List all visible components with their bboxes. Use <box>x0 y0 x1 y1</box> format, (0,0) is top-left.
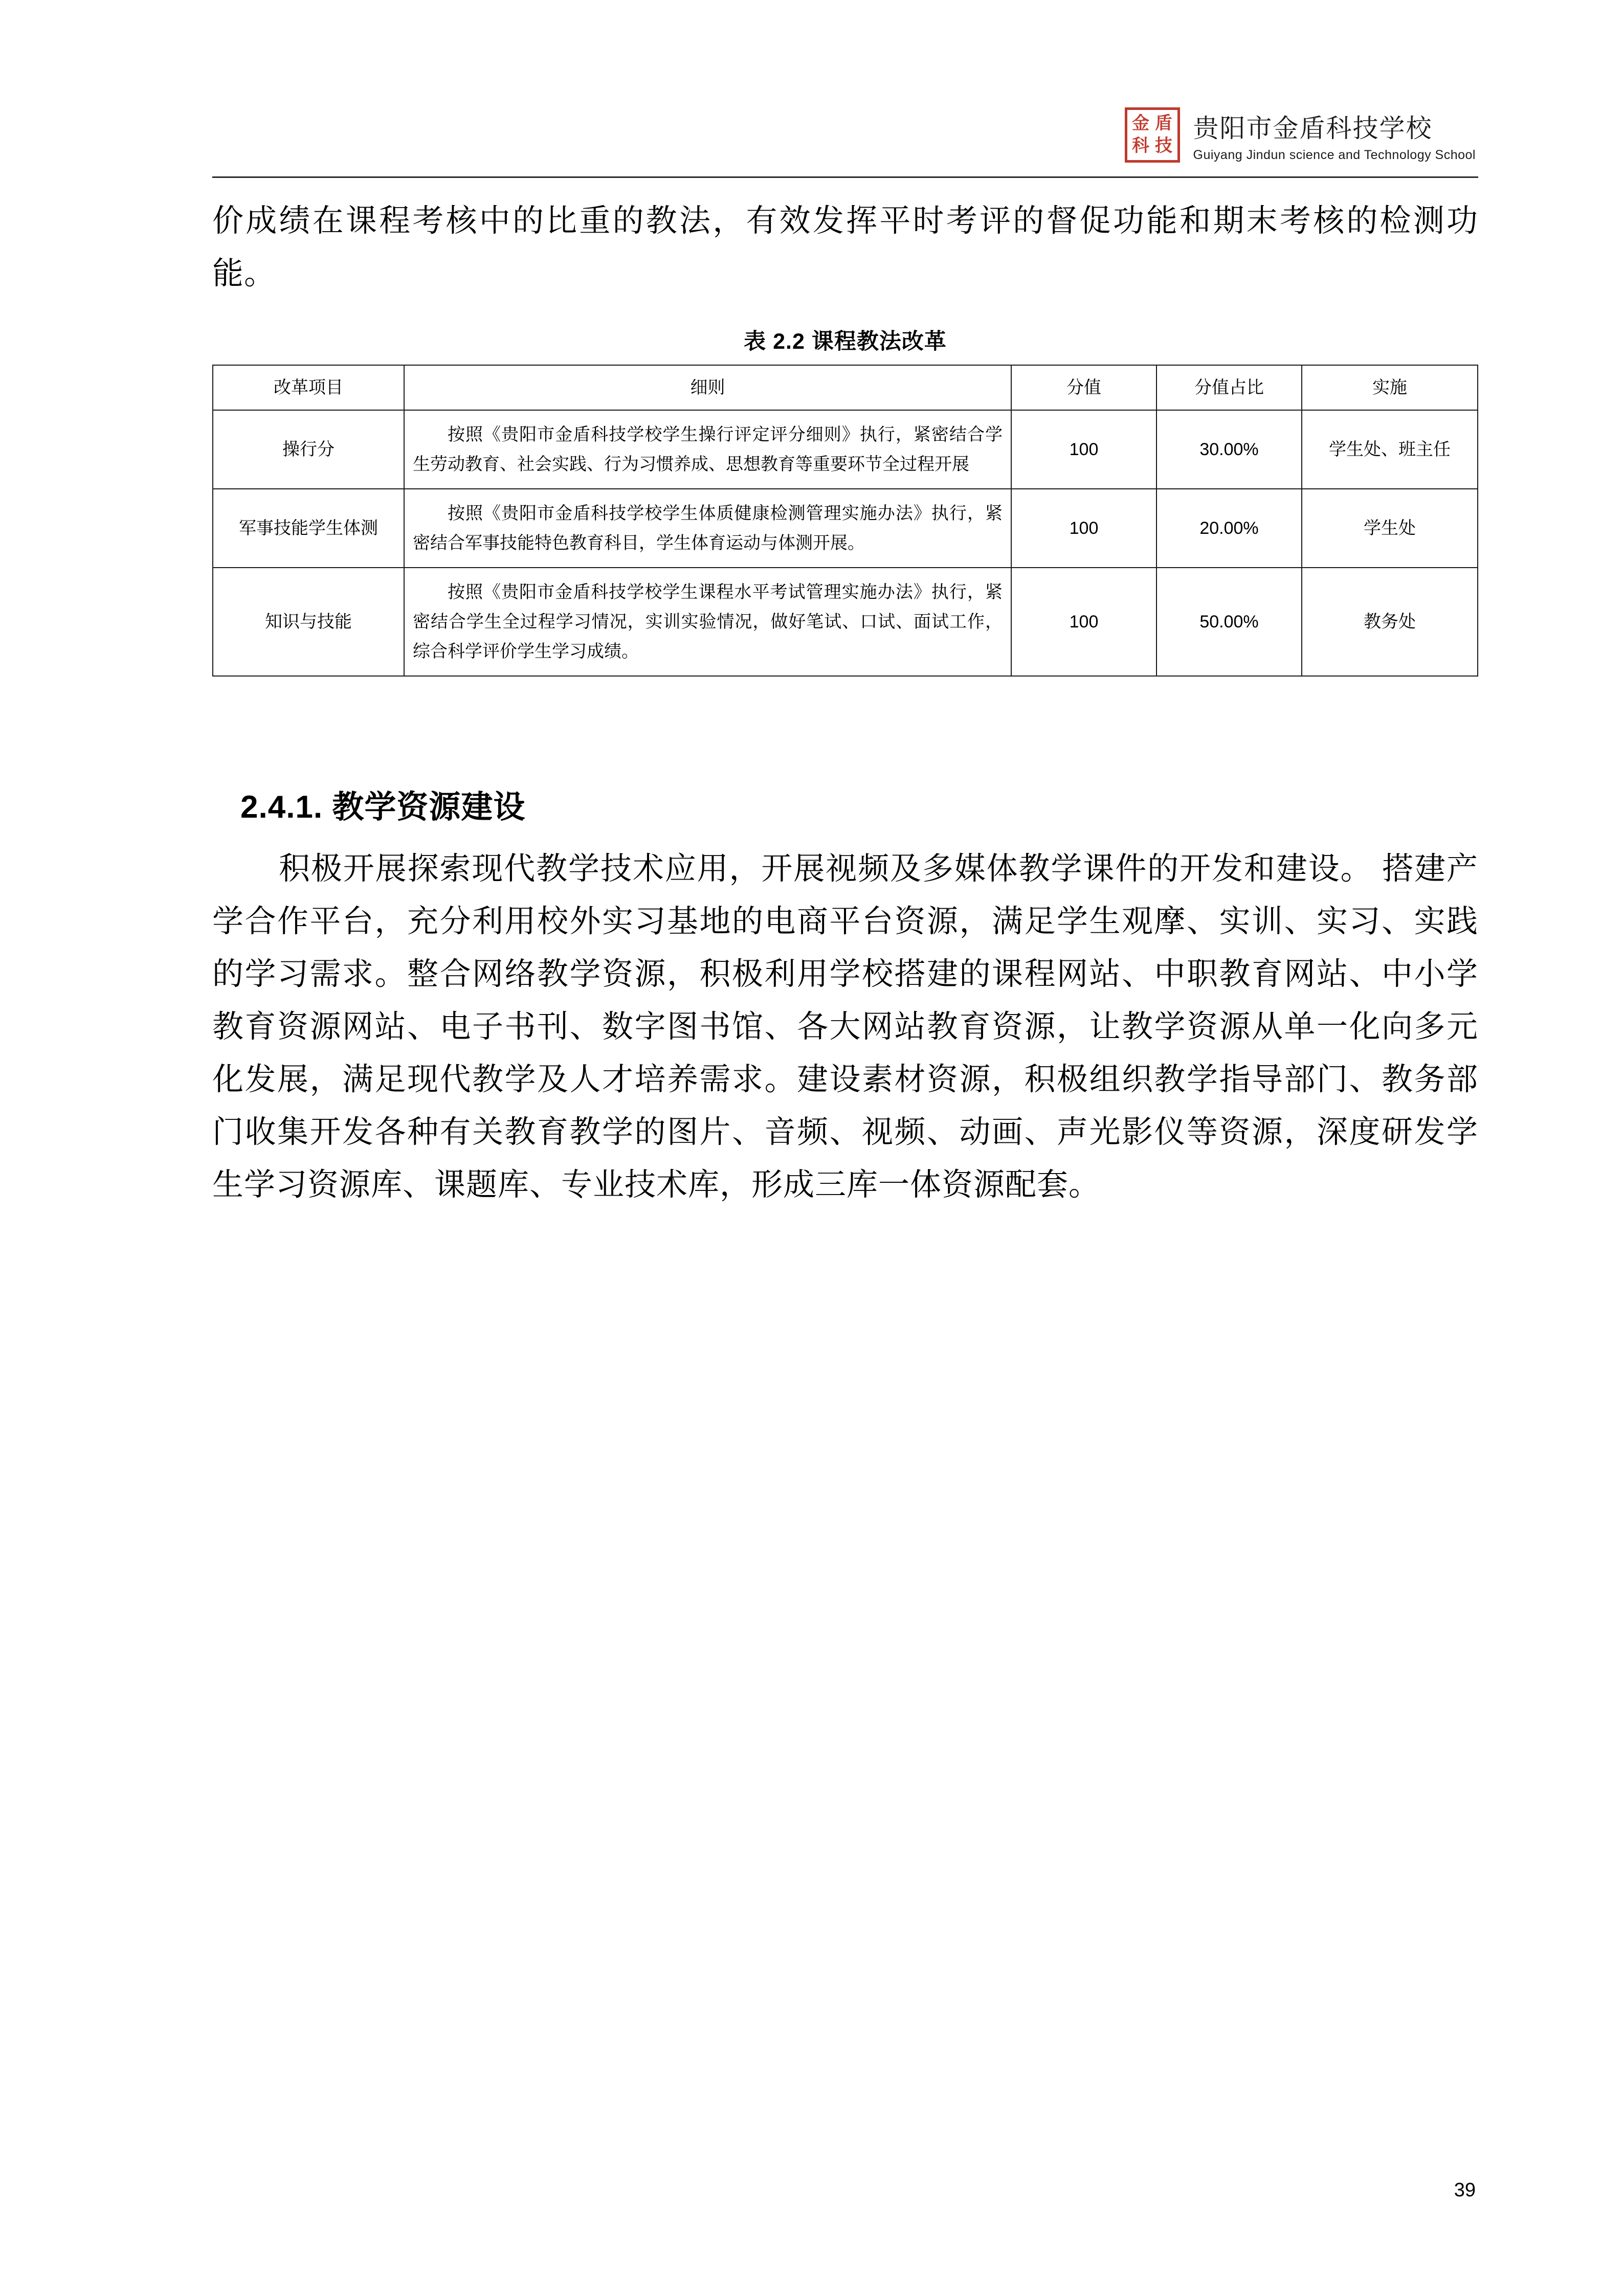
row-percent: 20.00% <box>1156 489 1302 568</box>
seal-char-3: 科 <box>1132 137 1150 155</box>
school-seal-icon <box>1125 107 1180 163</box>
row-detail: 按照《贵阳市金盾科技学校学生操行评定评分细则》执行，紧密结合学生劳动教育、社会实践、行为习惯养成、思想教育等重要环节全过程开展 <box>404 410 1011 489</box>
seal-char-2: 盾 <box>1155 114 1173 133</box>
table-row <box>213 410 1478 489</box>
table-header-row <box>213 365 1478 410</box>
table-row <box>213 489 1478 568</box>
row-score: 100 <box>1011 568 1156 676</box>
table-header-score: 分值 <box>1011 365 1156 410</box>
row-detail: 按照《贵阳市金盾科技学校学生体质健康检测管理实施办法》执行，紧密结合军事技能特色教育科目，学生体育运动与体测开展。 <box>404 489 1011 568</box>
row-exec: 学生处、班主任 <box>1302 410 1478 489</box>
table-header-detail: 细则 <box>404 365 1011 410</box>
course-reform-table <box>212 365 1478 677</box>
seal-char-1: 金 <box>1132 114 1150 133</box>
paragraph-resources: 积极开展探索现代教学技术应用，开展视频及多媒体教学课件的开发和建设。 搭建产学合作平台，充分利用校外实习基地的电商平台资源，满足学生观摩、实训、实习、实践的学习需求。整合网络教学资源，积极利用学校搭建的课程网站、中职教育网站、中小学教育资源网站、电子书刊、数字图书馆、各大网站教育资源，让教学资源从单一化向多元化发展，满足现代教学及人才培养需求。建设素材资源，积极组织教学指导部门、教务部门收集开发各种有关教育教学的图片、音频、视频、动画、声光影仪等资源，深度研发学生学习资源库、课题库、专业技术库，形成三库一体资源配套。 <box>212 851 1478 1202</box>
table-caption: 表 2.2 课程教法改革 <box>744 329 947 354</box>
row-percent: 30.00% <box>1156 410 1302 489</box>
row-exec: 教务处 <box>1302 568 1478 676</box>
section-heading: 2.4.1. 教学资源建设 <box>240 790 526 825</box>
paragraph-intro: 价成绩在课程考核中的比重的教法，有效发挥平时考评的督促功能和期末考核的检测功能。 <box>212 203 1478 290</box>
table-header-percent: 分值占比 <box>1156 365 1302 410</box>
row-exec: 学生处 <box>1302 489 1478 568</box>
page-number: 39 <box>1454 2179 1476 2201</box>
row-score: 100 <box>1011 410 1156 489</box>
row-item: 知识与技能 <box>213 568 404 676</box>
school-logo-header <box>1125 107 1476 163</box>
school-name-en: Guiyang Jindun science and Technology School <box>1193 147 1476 162</box>
table-header-item: 改革项目 <box>213 365 404 410</box>
seal-char-4: 技 <box>1155 137 1173 155</box>
table-header-exec: 实施 <box>1302 365 1478 410</box>
row-item: 操行分 <box>213 410 404 489</box>
school-name-cn: 贵阳市金盾科技学校 <box>1193 114 1433 143</box>
row-detail: 按照《贵阳市金盾科技学校学生课程水平考试管理实施办法》执行，紧密结合学生全过程学习情况，实训实验情况，做好笔试、口试、面试工作，综合科学评价学生学习成绩。 <box>404 568 1011 676</box>
table-row <box>213 568 1478 676</box>
school-name-block <box>1193 108 1476 163</box>
row-item: 军事技能学生体测 <box>213 489 404 568</box>
document-content <box>212 194 1478 1211</box>
row-percent: 50.00% <box>1156 568 1302 676</box>
header-divider <box>212 176 1478 178</box>
row-score: 100 <box>1011 489 1156 568</box>
